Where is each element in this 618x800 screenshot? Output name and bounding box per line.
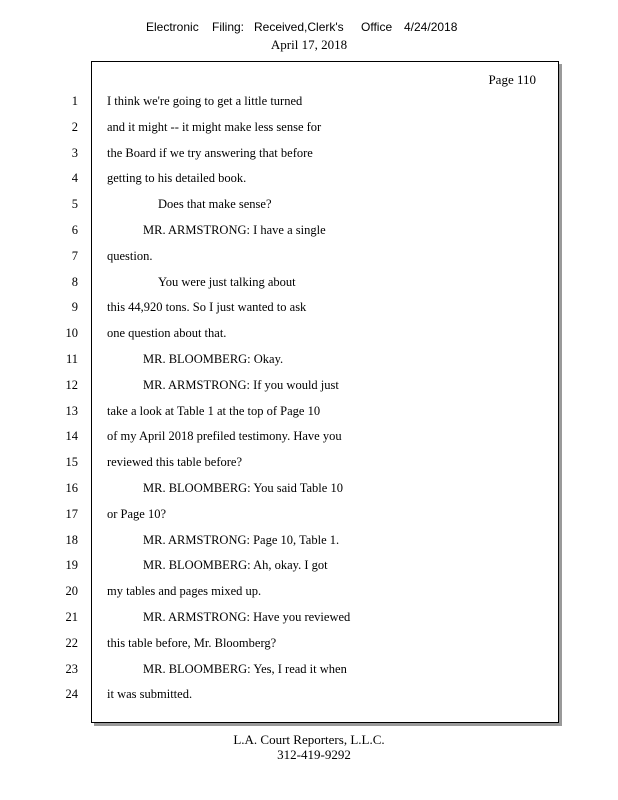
line-text: Does that make sense?: [158, 197, 272, 212]
line-text: MR. BLOOMBERG: Ah, okay. I got: [143, 558, 328, 573]
transcript-line: [0, 300, 560, 318]
transcript-line: [0, 687, 560, 705]
line-number: 12: [65, 377, 78, 392]
line-number: 19: [65, 558, 78, 573]
line-text: I think we're going to get a little turned: [107, 94, 303, 108]
line-number: 9: [71, 300, 78, 315]
line-text: and it might -- it might make less sense for: [107, 119, 322, 134]
line-number: 11: [65, 352, 78, 366]
transcript-line: [0, 429, 560, 447]
reporter-company: L.A. Court Reporters, L.L.C.: [233, 732, 385, 747]
transcript-line: [0, 507, 560, 525]
line-number: 4: [71, 171, 78, 186]
line-text: reviewed this table before?: [107, 455, 243, 470]
transcript-line: [0, 584, 560, 602]
line-text: of my April 2018 prefiled testimony. Have you: [107, 429, 342, 444]
line-text: question.: [107, 248, 153, 263]
transcript-line: [0, 404, 560, 422]
electronic-filing-stamp: [0, 20, 618, 38]
line-text: MR. ARMSTRONG: Page 10, Table 1.: [143, 532, 340, 547]
transcript-line: [0, 455, 560, 473]
line-text: MR. BLOOMBERG: You said Table 10: [143, 481, 343, 495]
line-number: 24: [65, 687, 78, 702]
line-number: 23: [65, 661, 78, 676]
line-number: 6: [71, 223, 78, 237]
line-number: 21: [65, 610, 78, 624]
line-number: 8: [71, 274, 78, 289]
line-text: this 44,920 tons. So I just wanted to ask: [107, 300, 307, 315]
line-text: or Page 10?: [107, 506, 167, 521]
line-number: 3: [71, 145, 78, 160]
line-text: MR. BLOOMBERG: Yes, I read it when: [143, 661, 347, 676]
stamp-word-filing: Filing:: [212, 20, 245, 34]
line-text: getting to his detailed book.: [107, 171, 247, 186]
transcript-line: [0, 662, 560, 680]
line-number: 14: [65, 429, 78, 444]
reporter-phone: 312-419-9292: [277, 747, 351, 762]
line-text: this table before, Mr. Bloomberg?: [107, 635, 277, 650]
line-number: 2: [71, 119, 78, 134]
transcript-line: [0, 171, 560, 189]
line-text: MR. ARMSTRONG: I have a single: [143, 223, 326, 237]
stamp-word-electronic: Electronic: [146, 20, 199, 34]
line-number: 22: [65, 635, 78, 650]
page-number: Page 110: [488, 72, 536, 87]
stamp-date: 4/24/2018: [404, 20, 458, 34]
transcript-line: [0, 558, 560, 576]
line-text: one question about that.: [107, 326, 227, 341]
stamp-word-received: Received,Clerk's: [254, 20, 344, 34]
line-text: it was submitted.: [107, 687, 193, 702]
transcript-line: [0, 146, 560, 164]
transcript-line: [0, 636, 560, 654]
line-text: MR. ARMSTRONG: If you would just: [143, 377, 339, 392]
line-number: 16: [65, 481, 78, 495]
transcript-line: [0, 610, 560, 628]
transcript-line: [0, 249, 560, 267]
transcript-line: [0, 481, 560, 499]
hearing-date: April 17, 2018: [270, 37, 348, 52]
line-text: the Board if we try answering that before: [107, 145, 313, 160]
transcript-line: [0, 120, 560, 138]
transcript-line: [0, 378, 560, 396]
line-number: 15: [65, 455, 78, 470]
transcript-line: [0, 533, 560, 551]
transcript-line: [0, 197, 560, 215]
transcript-line: [0, 223, 560, 241]
transcript-line: [0, 326, 560, 344]
line-text: MR. ARMSTRONG: Have you reviewed: [143, 610, 351, 624]
line-text: MR. BLOOMBERG: Okay.: [143, 352, 284, 366]
line-number: 13: [65, 403, 78, 418]
line-text: You were just talking about: [158, 274, 296, 289]
line-number: 20: [65, 584, 78, 599]
transcript-line: [0, 275, 560, 293]
line-number: 1: [71, 94, 78, 108]
line-number: 7: [71, 248, 78, 263]
line-text: take a look at Table 1 at the top of Page 10: [107, 403, 321, 418]
stamp-word-office: Office: [361, 20, 393, 34]
line-number: 5: [71, 197, 78, 212]
transcript-line: [0, 352, 560, 370]
line-number: 17: [65, 506, 78, 521]
line-number: 10: [65, 326, 78, 341]
transcript-line: [0, 94, 560, 112]
line-number: 18: [65, 532, 78, 547]
line-text: my tables and pages mixed up.: [107, 584, 262, 599]
